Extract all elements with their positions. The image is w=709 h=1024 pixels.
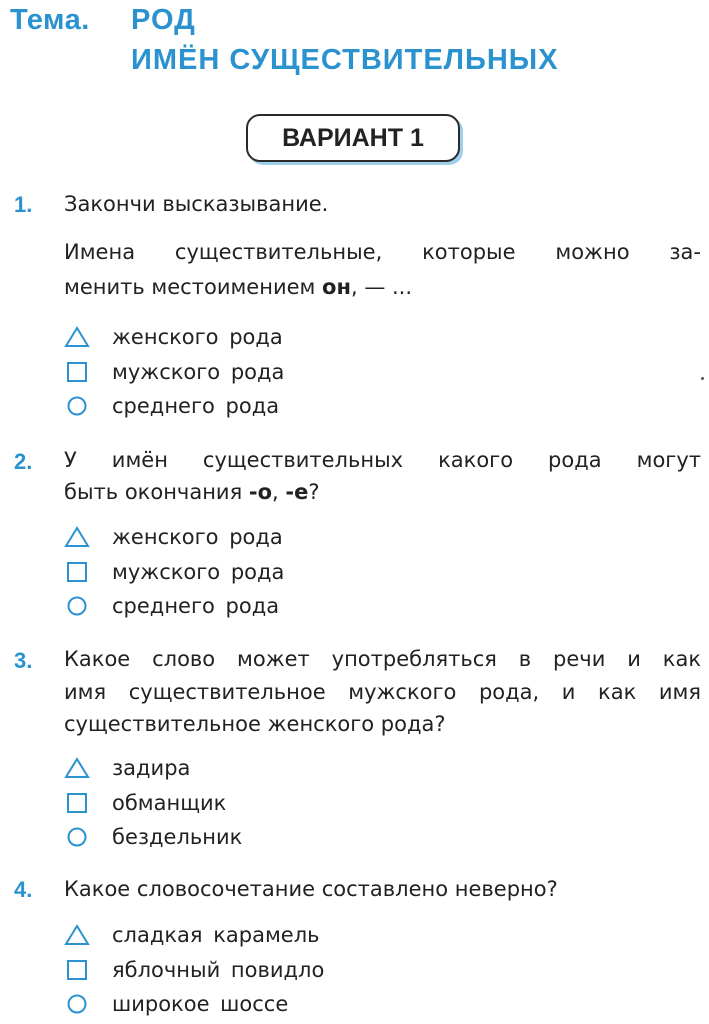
triangle-icon [64, 525, 90, 549]
question-text-line: У имён существительных какого рода могут [64, 448, 701, 472]
question-text-line: Какое слово может употребляться в речи и как [64, 647, 701, 671]
variant-badge: ВАРИАНТ 1 [246, 114, 460, 162]
answer-option-circle[interactable] [64, 389, 664, 424]
answer-option-triangle[interactable] [64, 320, 664, 355]
title-line-1: РОД [131, 4, 196, 36]
option-label: женского рода [112, 525, 283, 550]
option-label: мужского рода [112, 359, 285, 384]
answer-option-square[interactable] [64, 355, 664, 390]
answer-option-circle[interactable] [64, 589, 664, 624]
square-icon [64, 958, 90, 982]
question-number: 1. [14, 192, 33, 217]
option-label: среднего рода [112, 594, 280, 619]
emphasis-word: он [322, 275, 351, 299]
option-label: широкое шоссе [112, 992, 289, 1017]
option-label: яблочный повидло [112, 957, 325, 982]
speck-mark [701, 377, 704, 380]
title-line-2: ИМЁН СУЩЕСТВИТЕЛЬНЫХ [131, 44, 559, 76]
question-text-line: Имена существительные, которые можно за- [64, 240, 701, 264]
text-fragment: быть окончания [64, 480, 249, 504]
option-label: среднего рода [112, 394, 280, 419]
question-intro: Закончи высказывание. [64, 192, 329, 216]
text-fragment: , [272, 480, 286, 504]
question-text-line [64, 477, 701, 508]
option-label: мужского рода [112, 559, 285, 584]
text-fragment: , — ... [350, 275, 413, 299]
triangle-icon [64, 325, 90, 349]
question-number: 2. [14, 449, 33, 474]
emphasis-word: -е [285, 480, 309, 504]
answer-option-square[interactable] [64, 786, 664, 821]
answer-options [64, 520, 664, 624]
square-icon [64, 560, 90, 584]
triangle-icon [64, 923, 90, 947]
text-fragment: менить местоимением [64, 275, 323, 299]
triangle-icon [64, 756, 90, 780]
option-label: бездельник [112, 825, 243, 850]
answer-options [64, 918, 664, 1022]
circle-icon [64, 992, 90, 1016]
emphasis-word: -о [248, 480, 273, 504]
answer-option-triangle[interactable] [64, 918, 664, 953]
option-label: сладкая карамель [112, 923, 320, 948]
answer-options [64, 751, 664, 855]
text-fragment: ? [308, 480, 320, 504]
answer-option-square[interactable] [64, 555, 664, 590]
question-text-line: Какое словосочетание составлено неверно? [64, 877, 558, 901]
circle-icon [64, 825, 90, 849]
option-label: женского рода [112, 325, 283, 350]
page-title [10, 4, 700, 84]
answer-option-circle[interactable] [64, 820, 664, 855]
circle-icon [64, 394, 90, 418]
answer-option-circle[interactable] [64, 987, 664, 1022]
topic-label: Тема. [10, 4, 90, 36]
answer-option-triangle[interactable] [64, 751, 664, 786]
question-text-line: существительное женского рода? [64, 712, 446, 736]
option-label: задира [112, 756, 191, 781]
option-label: обманщик [112, 790, 227, 815]
question-text-line: имя существительное мужского рода, и как имя [64, 680, 701, 704]
answer-option-triangle[interactable] [64, 520, 664, 555]
answer-options [64, 320, 664, 424]
question-number: 3. [14, 648, 33, 673]
circle-icon [64, 594, 90, 618]
answer-option-square[interactable] [64, 953, 664, 988]
question-number: 4. [14, 877, 33, 902]
square-icon [64, 791, 90, 815]
question-text-line [64, 272, 701, 303]
square-icon [64, 360, 90, 384]
